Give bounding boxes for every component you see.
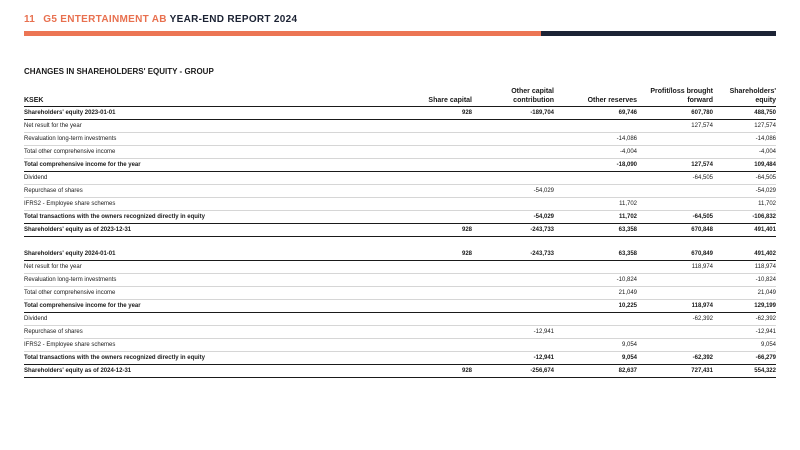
- row-label: Repurchase of shares: [24, 185, 390, 198]
- cell-share-capital: [390, 313, 472, 326]
- cell-shareholders-equity: 118,974: [713, 261, 776, 274]
- cell-other-capital-contribution: [472, 261, 554, 274]
- table-spacer: [24, 237, 776, 249]
- column-header-other-reserves: Other reserves: [554, 84, 637, 107]
- cell-profit-loss: 127,574: [637, 159, 713, 172]
- row-label: Net result for the year: [24, 120, 390, 133]
- cell-share-capital: [390, 274, 472, 287]
- cell-other-capital-contribution: -54,029: [472, 211, 554, 224]
- table-row: [24, 107, 776, 120]
- cell-share-capital: [390, 352, 472, 365]
- cell-other-reserves: 11,702: [554, 198, 637, 211]
- cell-share-capital: [390, 146, 472, 159]
- cell-other-capital-contribution: -12,941: [472, 326, 554, 339]
- cell-share-capital: [390, 300, 472, 313]
- column-header-ksek: KSEK: [24, 84, 390, 107]
- column-header-profit-loss: Profit/loss brought forward: [637, 84, 713, 107]
- cell-shareholders-equity: 127,574: [713, 120, 776, 133]
- cell-profit-loss: 670,849: [637, 248, 713, 261]
- row-label: Shareholders' equity 2024-01-01: [24, 248, 390, 261]
- cell-other-reserves: [554, 185, 637, 198]
- cell-other-reserves: -10,824: [554, 274, 637, 287]
- cell-other-capital-contribution: -256,674: [472, 365, 554, 378]
- row-label: Shareholders' equity as of 2024-12-31: [24, 365, 390, 378]
- row-label: Revaluation long-term investments: [24, 274, 390, 287]
- cell-share-capital: [390, 159, 472, 172]
- cell-shareholders-equity: -66,279: [713, 352, 776, 365]
- cell-share-capital: [390, 198, 472, 211]
- section-title: CHANGES IN SHAREHOLDERS' EQUITY - GROUP: [24, 67, 214, 76]
- row-label: Shareholders' equity as of 2023-12-31: [24, 224, 390, 237]
- cell-other-reserves: 9,054: [554, 339, 637, 352]
- cell-shareholders-equity: 11,702: [713, 198, 776, 211]
- cell-profit-loss: 727,431: [637, 365, 713, 378]
- table-header-row: [24, 84, 776, 107]
- table-row: [24, 211, 776, 224]
- column-header-other-capital-contribution: Other capital contribution: [472, 84, 554, 107]
- table-row: [24, 159, 776, 172]
- cell-profit-loss: -62,392: [637, 313, 713, 326]
- cell-share-capital: [390, 185, 472, 198]
- cell-other-capital-contribution: [472, 172, 554, 185]
- cell-other-reserves: 63,358: [554, 224, 637, 237]
- cell-profit-loss: [637, 287, 713, 300]
- cell-profit-loss: [637, 326, 713, 339]
- cell-shareholders-equity: -54,029: [713, 185, 776, 198]
- cell-share-capital: [390, 133, 472, 146]
- cell-other-capital-contribution: [472, 287, 554, 300]
- cell-profit-loss: 118,974: [637, 300, 713, 313]
- cell-profit-loss: 670,848: [637, 224, 713, 237]
- cell-shareholders-equity: 129,199: [713, 300, 776, 313]
- page-number: 11: [24, 14, 36, 25]
- equity-table: [24, 84, 776, 378]
- cell-profit-loss: -64,505: [637, 211, 713, 224]
- cell-shareholders-equity: -62,392: [713, 313, 776, 326]
- cell-other-capital-contribution: [472, 198, 554, 211]
- cell-share-capital: 928: [390, 107, 472, 120]
- table-row: [24, 261, 776, 274]
- cell-other-capital-contribution: [472, 159, 554, 172]
- cell-profit-loss: -62,392: [637, 352, 713, 365]
- cell-shareholders-equity: -12,941: [713, 326, 776, 339]
- table-row: [24, 326, 776, 339]
- cell-other-capital-contribution: [472, 274, 554, 287]
- cell-share-capital: [390, 287, 472, 300]
- table-row: [24, 198, 776, 211]
- cell-other-reserves: [554, 120, 637, 133]
- table-row: [24, 313, 776, 326]
- table-row: [24, 339, 776, 352]
- cell-other-capital-contribution: [472, 339, 554, 352]
- cell-other-capital-contribution: [472, 300, 554, 313]
- cell-profit-loss: [637, 339, 713, 352]
- cell-share-capital: [390, 339, 472, 352]
- cell-share-capital: 928: [390, 365, 472, 378]
- table-row: [24, 300, 776, 313]
- cell-other-capital-contribution: -12,941: [472, 352, 554, 365]
- cell-other-reserves: [554, 326, 637, 339]
- cell-shareholders-equity: 491,401: [713, 224, 776, 237]
- table-row: [24, 120, 776, 133]
- cell-profit-loss: [637, 185, 713, 198]
- cell-profit-loss: 127,574: [637, 120, 713, 133]
- cell-other-reserves: [554, 172, 637, 185]
- row-label: Dividend: [24, 313, 390, 326]
- header-accent-bar: [24, 31, 541, 36]
- cell-shareholders-equity: 488,750: [713, 107, 776, 120]
- cell-shareholders-equity: -106,832: [713, 211, 776, 224]
- cell-other-reserves: [554, 313, 637, 326]
- row-label: Total transactions with the owners recognized directly in equity: [24, 211, 390, 224]
- column-header-shareholders-equity: Shareholders' equity: [713, 84, 776, 107]
- cell-other-capital-contribution: [472, 313, 554, 326]
- table-row: [24, 172, 776, 185]
- cell-profit-loss: -64,505: [637, 172, 713, 185]
- cell-other-reserves: 69,746: [554, 107, 637, 120]
- cell-share-capital: 928: [390, 224, 472, 237]
- cell-other-reserves: 63,358: [554, 248, 637, 261]
- cell-other-reserves: 11,702: [554, 211, 637, 224]
- row-label: Dividend: [24, 172, 390, 185]
- cell-share-capital: [390, 120, 472, 133]
- cell-share-capital: [390, 326, 472, 339]
- cell-share-capital: 928: [390, 248, 472, 261]
- cell-other-reserves: 21,049: [554, 287, 637, 300]
- row-label: Total comprehensive income for the year: [24, 159, 390, 172]
- cell-share-capital: [390, 211, 472, 224]
- row-label: Repurchase of shares: [24, 326, 390, 339]
- cell-shareholders-equity: -4,004: [713, 146, 776, 159]
- cell-other-capital-contribution: -243,733: [472, 224, 554, 237]
- cell-shareholders-equity: 109,484: [713, 159, 776, 172]
- cell-other-reserves: 9,054: [554, 352, 637, 365]
- cell-other-capital-contribution: [472, 120, 554, 133]
- table-row: [24, 274, 776, 287]
- cell-other-capital-contribution: -243,733: [472, 248, 554, 261]
- row-label: Total comprehensive income for the year: [24, 300, 390, 313]
- cell-shareholders-equity: 21,049: [713, 287, 776, 300]
- row-label: Total other comprehensive income: [24, 287, 390, 300]
- cell-other-capital-contribution: -189,704: [472, 107, 554, 120]
- row-label: IFRS2 - Employee share schemes: [24, 339, 390, 352]
- row-label: Revaluation long-term investments: [24, 133, 390, 146]
- cell-other-capital-contribution: -54,029: [472, 185, 554, 198]
- cell-other-reserves: 82,637: [554, 365, 637, 378]
- cell-other-reserves: 10,225: [554, 300, 637, 313]
- table-row: [24, 146, 776, 159]
- cell-other-capital-contribution: [472, 146, 554, 159]
- cell-other-capital-contribution: [472, 133, 554, 146]
- cell-profit-loss: [637, 146, 713, 159]
- cell-shareholders-equity: 554,322: [713, 365, 776, 378]
- cell-other-reserves: -18,090: [554, 159, 637, 172]
- cell-share-capital: [390, 172, 472, 185]
- cell-profit-loss: 118,974: [637, 261, 713, 274]
- cell-shareholders-equity: 9,054: [713, 339, 776, 352]
- header-navy-bar: [541, 31, 776, 36]
- table-row: [24, 224, 776, 237]
- row-label: Shareholders' equity 2023-01-01: [24, 107, 390, 120]
- page-header: [24, 14, 297, 25]
- cell-shareholders-equity: 491,402: [713, 248, 776, 261]
- cell-other-reserves: -4,004: [554, 146, 637, 159]
- cell-share-capital: [390, 261, 472, 274]
- cell-shareholders-equity: -14,086: [713, 133, 776, 146]
- cell-profit-loss: [637, 274, 713, 287]
- cell-other-reserves: -14,086: [554, 133, 637, 146]
- row-label: Total transactions with the owners recognized directly in equity: [24, 352, 390, 365]
- report-title: YEAR-END REPORT 2024: [169, 14, 298, 25]
- cell-profit-loss: 607,780: [637, 107, 713, 120]
- table-row: [24, 185, 776, 198]
- cell-other-reserves: [554, 261, 637, 274]
- table-row: [24, 133, 776, 146]
- column-header-share-capital: Share capital: [390, 84, 472, 107]
- company-name: G5 ENTERTAINMENT AB: [43, 14, 167, 25]
- table-row: [24, 248, 776, 261]
- row-label: IFRS2 - Employee share schemes: [24, 198, 390, 211]
- spacer-cell: [24, 237, 776, 249]
- table-row: [24, 365, 776, 378]
- cell-shareholders-equity: -10,824: [713, 274, 776, 287]
- table-row: [24, 352, 776, 365]
- row-label: Total other comprehensive income: [24, 146, 390, 159]
- cell-shareholders-equity: -64,505: [713, 172, 776, 185]
- row-label: Net result for the year: [24, 261, 390, 274]
- cell-profit-loss: [637, 198, 713, 211]
- table-row: [24, 287, 776, 300]
- cell-profit-loss: [637, 133, 713, 146]
